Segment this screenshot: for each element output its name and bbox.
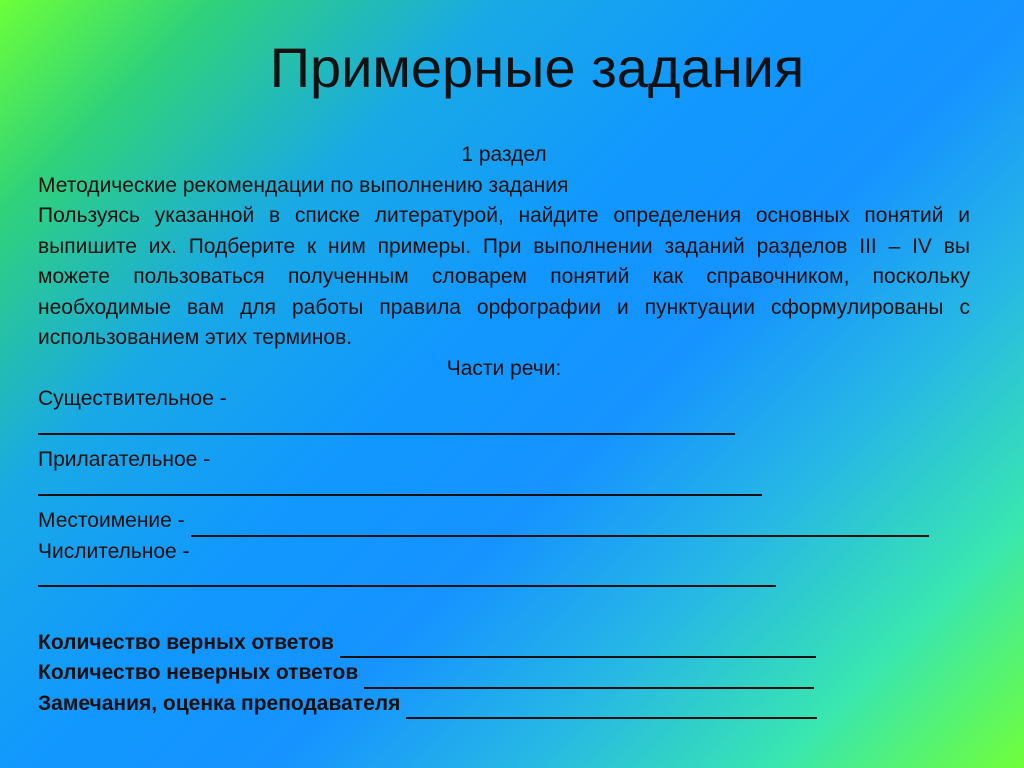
instructions-text: Пользуясь указанной в списке литературой, найдите определения основных понятий и выпишите их. Подберите к ним примеры. При выполнении заданий разделов III – IV вы можете пользоваться полученным словарем понятий как справочником, поскольку необходимые вам для работы правила орфографии и пунктуации сформулированы с использованием этих терминов. [38,204,970,349]
slide-content [38,140,970,719]
noun-label: Существительное - [38,387,227,410]
adjective-label: Прилагательное - [38,448,211,471]
parts-of-speech-heading: Части речи: [446,356,562,380]
incorrect-answers-fill-rule [364,669,814,689]
adjective-fill-rule [38,476,762,496]
correct-answers-row [38,628,970,659]
incorrect-answers-label: Количество неверных ответов [38,661,359,684]
numeral-fill-rule [38,567,776,587]
slide-title: Примерные задания [269,36,805,99]
teacher-remarks-row [38,689,970,720]
teacher-remarks-label: Замечания, оценка преподавателя [38,691,401,715]
spacer [38,598,970,628]
pronoun-label: Местоимение - [38,509,185,532]
correct-answers-fill-rule [340,638,816,658]
noun-answer-line [38,415,970,446]
pronoun-row [38,506,970,537]
incorrect-answers-row [38,658,970,689]
teacher-remarks-fill-rule [406,699,817,719]
numeral-answer-line [38,567,970,598]
noun-fill-rule [38,415,735,435]
guidelines-heading: Методические рекомендации по выполнению задания [38,173,569,197]
adjective-answer-line [38,476,970,507]
numeral-label: Числительное - [38,539,190,563]
pronoun-fill-rule [191,517,929,537]
section-label: 1 раздел [461,143,547,166]
correct-answers-label: Количество верных ответов [38,630,334,654]
